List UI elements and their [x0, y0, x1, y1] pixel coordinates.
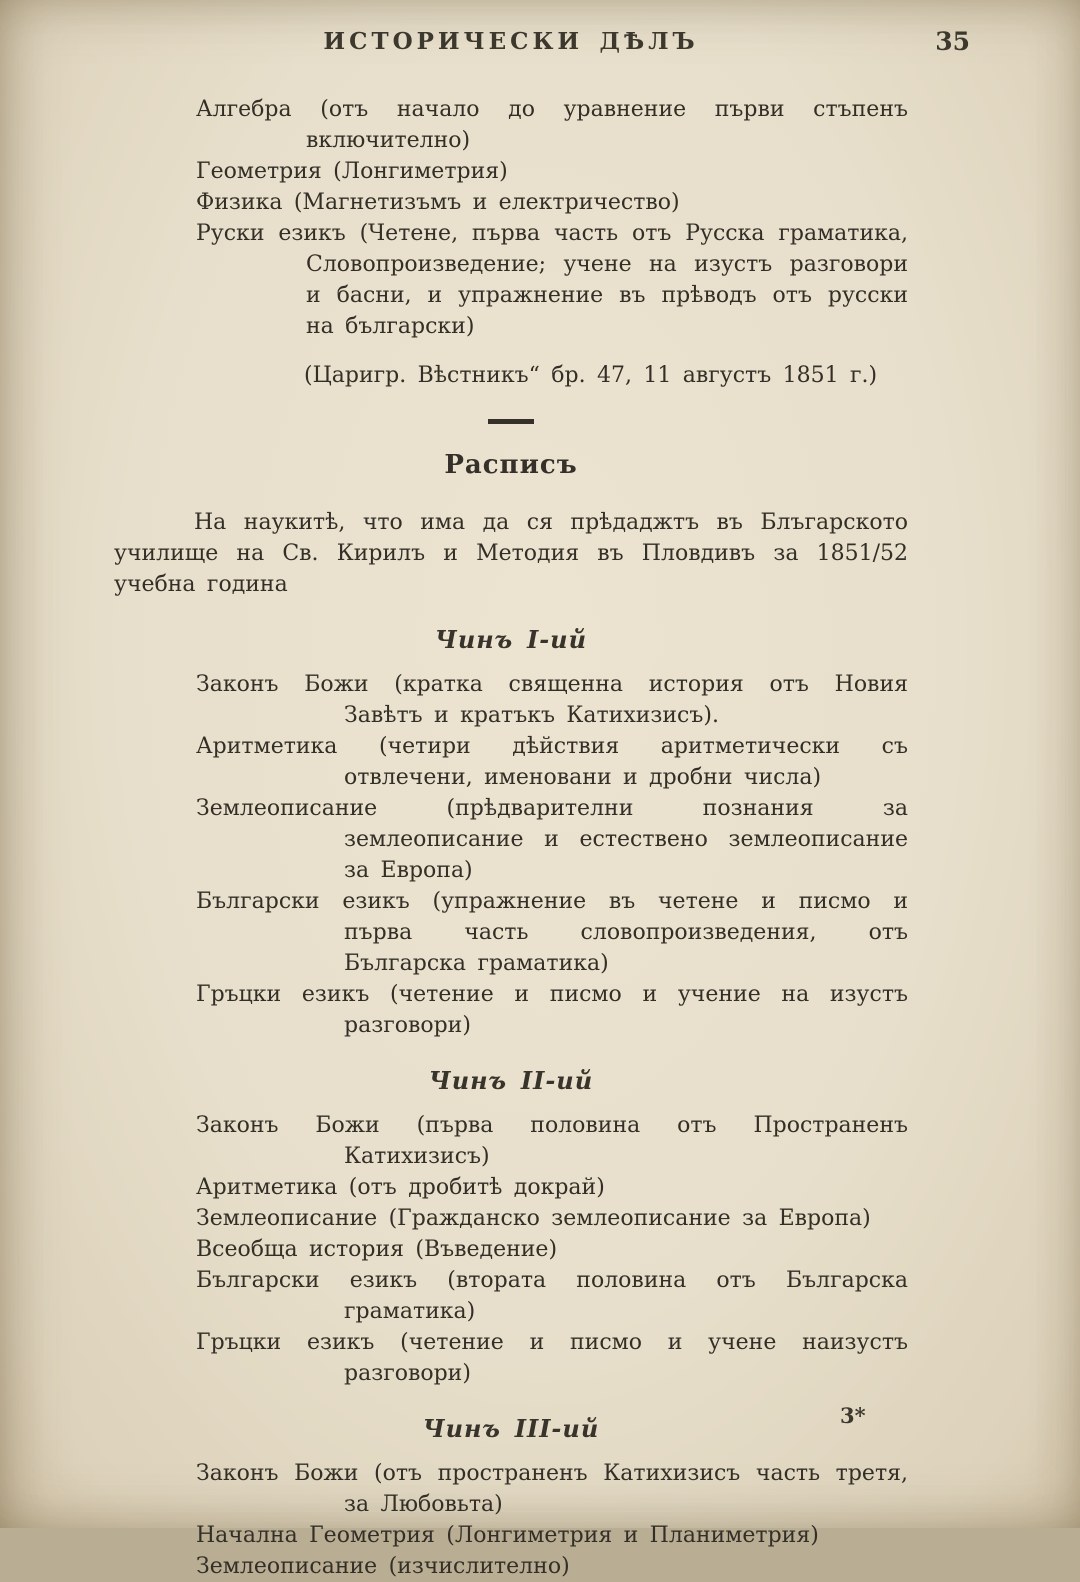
- curriculum-entry: Геометрия (Лонгиметрия): [196, 159, 508, 184]
- curriculum-entry: Алгебра (отъ начало до уравнение първи стъпенъ включително): [196, 97, 908, 153]
- curriculum-entry: Гръцки езикъ (четение и писмо и учение на изустъ разговори): [196, 982, 908, 1038]
- curriculum-entry: Землеописание (прѣдварителни познания за землеописание и естествено землеописание за Европа): [196, 796, 908, 883]
- page-header: [114, 26, 970, 66]
- grade-heading-3: Чинъ III-ий: [422, 1414, 600, 1443]
- curriculum-entry: Начална Геометрия (Лонгиметрия и Планиметрия): [196, 1523, 819, 1548]
- grade-3-curriculum-list: [196, 1458, 908, 1582]
- grade-heading-2: Чинъ II-ий: [428, 1066, 594, 1095]
- curriculum-entry: Гръцки езикъ (четение и писмо и учене наизустъ разговори): [196, 1330, 908, 1386]
- source-citation: (Царигр. Вѣстникъ“ бр. 47, 11 августъ 1851 г.): [304, 363, 878, 388]
- curriculum-entry: Български езикъ (втората половина отъ Българска граматика): [196, 1268, 908, 1324]
- grade-1-curriculum-list: [196, 669, 908, 1041]
- curriculum-entry: Руски езикъ (Четене, първа часть отъ Русска граматика, Словопроизведение; учене на изустъ разговори и басни, и упражнение въ прѣводъ отъ русски на български): [196, 221, 908, 339]
- section-divider: [488, 419, 534, 424]
- curriculum-entry: Физика (Магнетизъмъ и електричество): [196, 190, 680, 215]
- schedule-lead-paragraph: На наукитѣ, что има да ся прѣдаджтъ въ Блъгарското училище на Св. Кирилъ и Методия въ Пловдивъ за 1851/52 учебна година: [114, 510, 908, 597]
- curriculum-entry: Землеописание (изчислително): [196, 1554, 570, 1579]
- curriculum-entry: Български езикъ (упражнение въ четене и писмо и първа часть словопроизведения, отъ Българска граматика): [196, 889, 908, 976]
- signature-mark: 3*: [840, 1403, 866, 1428]
- page-number: 35: [935, 27, 970, 56]
- curriculum-entry: Всеобща история (Въведение): [196, 1237, 558, 1262]
- front-curriculum-list: [196, 94, 908, 342]
- grade-2-curriculum-list: [196, 1110, 908, 1389]
- curriculum-entry: Аритметика (отъ дробитѣ докрай): [196, 1175, 605, 1200]
- running-title: ИСТОРИЧЕСКИ ДѢЛЪ: [323, 28, 699, 55]
- schedule-title: Расписъ: [444, 450, 578, 480]
- curriculum-entry: Законъ Божи (първа половина отъ Пространенъ Катихизисъ): [196, 1113, 908, 1169]
- curriculum-entry: Аритметика (четири дѣйствия аритметически съ отвлечени, именовани и дробни числа): [196, 734, 908, 790]
- curriculum-entry: Землеописание (Гражданско землеописание за Европа): [196, 1206, 871, 1231]
- curriculum-entry: Законъ Божи (отъ пространенъ Катихизисъ часть третя, за Любовьта): [196, 1461, 908, 1517]
- curriculum-entry: Законъ Божи (кратка священна история отъ Новия Завѣтъ и кратъкъ Катихизисъ).: [196, 672, 908, 728]
- grade-heading-1: Чинъ I-ий: [434, 625, 588, 654]
